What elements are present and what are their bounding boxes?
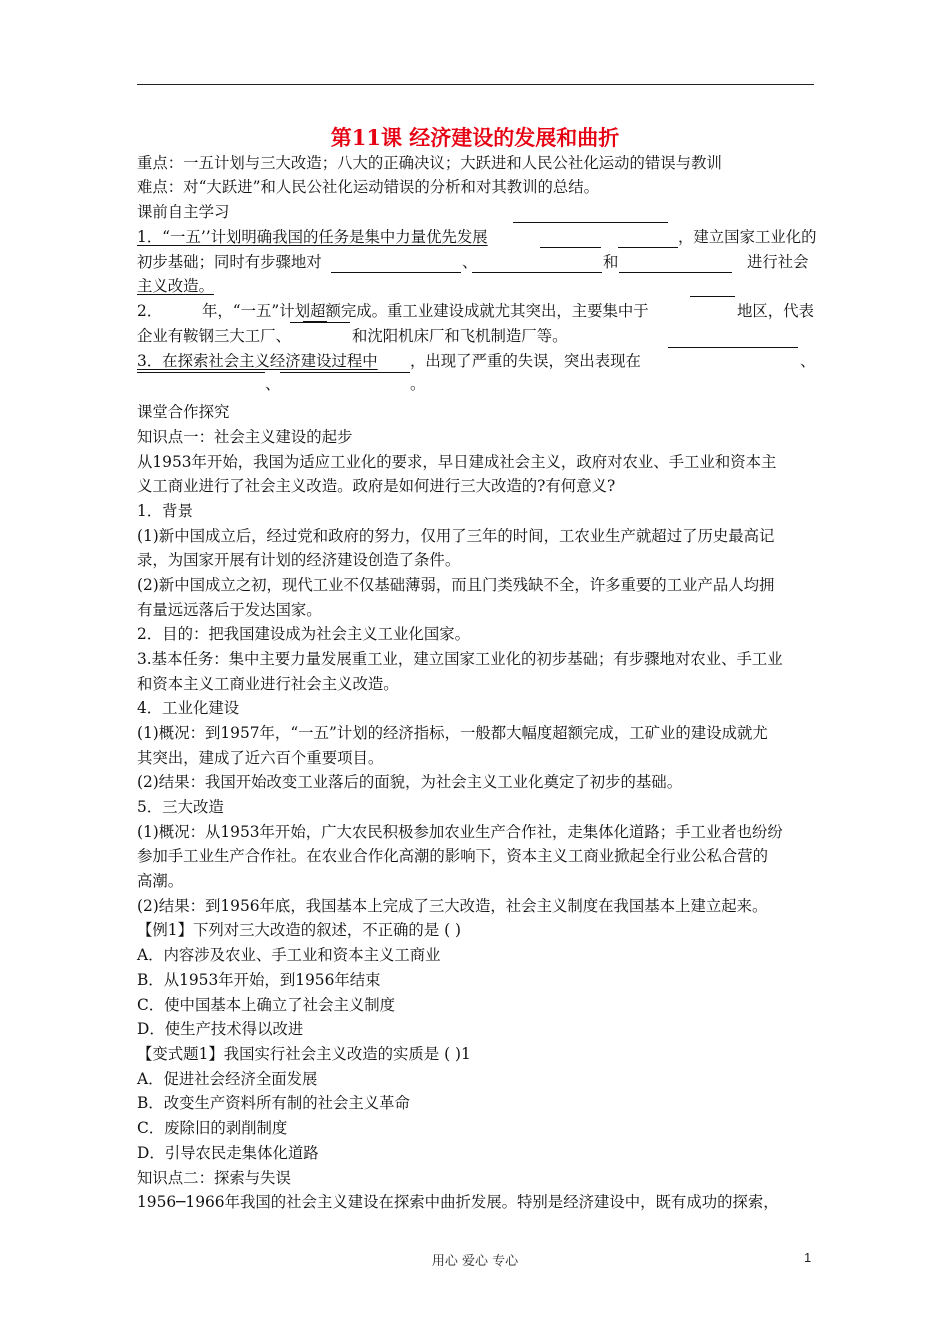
paragraph-line: (1)概况：从1953年开始，广大农民积极参加农业生产合作社，走集体化道路；手工业者也纷纷 (137, 823, 783, 841)
q3-line2-sep: 、 (265, 375, 281, 393)
q1-line2-suffix: 进行社会 (747, 253, 809, 271)
answer-blank (618, 247, 678, 248)
paragraph-line: 和资本主义工商业进行社会主义改造。 (137, 675, 399, 693)
paragraph-line: 高潮。 (137, 872, 184, 890)
q2-line2-text: 企业有鞍钢三大工厂、 (137, 327, 291, 345)
answer-blank (513, 222, 668, 223)
example1-option-d: D．使生产技术得以改进 (137, 1020, 304, 1038)
answer-blank (280, 372, 410, 373)
q1-line1-suffix: ，建立国家工业化的 (678, 228, 817, 246)
paragraph-line: (1)概况：到1957年，“一五”计划的经济指标，一般都大幅度超额完成，工矿业的建设成就尤 (137, 724, 768, 742)
answer-blank (290, 322, 350, 323)
variant1-option-b: B．改变生产资料所有制的社会主义革命 (137, 1094, 410, 1112)
key-points-line: 重点：一五计划与三大改造；八大的正确决议；大跃进和人民公社化运动的错误与教训 (137, 154, 722, 172)
section-purpose: 2．目的：把我国建设成为社会主义工业化国家。 (137, 625, 470, 643)
answer-blank (540, 247, 601, 248)
example1-option-b: B．从1953年开始，到1956年结束 (137, 971, 381, 989)
example1-stem: 【例1】下列对三大改造的叙述，不正确的是 ( ) (137, 921, 462, 939)
paragraph-line: (2)结果：我国开始改变工业落后的面貌，为社会主义工业化奠定了初步的基础。 (137, 773, 683, 791)
answer-blank (331, 272, 461, 273)
page-number: 1 (804, 1250, 812, 1265)
q3-line2-end: 。 (410, 375, 426, 393)
q2-line1-text: 年，“一五”计划超额完成。重工业建设成就尤其突出，主要集中于 (202, 302, 649, 320)
paragraph-line: 录，为国家开展有计划的经济建设创造了条件。 (137, 551, 461, 569)
paragraph-line: 3.基本任务：集中主要力量发展重工业，建立国家工业化的初步基础；有步骤地对农业、手工业 (137, 650, 783, 668)
q3-line1-mid: ，出现了严重的失误，突出表现在 (410, 352, 641, 370)
in-class-heading: 课堂合作探究 (137, 403, 230, 421)
answer-blank (619, 272, 732, 273)
paragraph-line: 有量远远落后于发达国家。 (137, 601, 322, 619)
kp1-intro-line2: 义工商业进行了社会主义改造。政府是如何进行三大改造的?有何意义? (137, 477, 616, 495)
variant1-option-d: D．引导农民走集体化道路 (137, 1144, 319, 1162)
kp1-heading: 知识点一：社会主义建设的起步 (137, 428, 353, 446)
section-background: 1．背景 (137, 502, 193, 520)
answer-blank (668, 347, 798, 348)
q3-line1-text: 3．在探索社会主义经济建设过程中 (137, 352, 378, 370)
pre-class-heading: 课前自主学习 (137, 203, 230, 221)
q1-line1-text: 1．“一五’’计划明确我国的任务是集中力量优先发展 (137, 228, 488, 246)
answer-blank (472, 272, 602, 273)
kp1-intro-line1: 从1953年开始，我国为适应工业化的要求，早日建成社会主义，政府对农业、手工业和资本主 (137, 453, 777, 471)
kp2-intro-line: 1956─1966年我国的社会主义建设在探索中曲折发展。特别是经济建设中，既有成功的探索， (137, 1193, 779, 1211)
variant1-option-a: A．促进社会经济全面发展 (137, 1070, 318, 1088)
q1-sep1: 、 (462, 253, 478, 271)
q1-line3-text: 主义改造。 (137, 277, 214, 295)
q2-number: 2． (137, 302, 163, 320)
footer-slogan: 用心 爱心 专心 (431, 1254, 519, 1269)
variant1-stem: 【变式题1】我国实行社会主义改造的实质是 ( )1 (137, 1045, 471, 1063)
q3-line1-sep: 、 (800, 352, 816, 370)
q2-line1-suffix: 地区，代表 (737, 302, 814, 320)
section-industrialization: 4．工业化建设 (137, 699, 240, 717)
difficult-points-line: 难点：对“大跃进”和人民公社化运动错误的分析和对其教训的总结。 (137, 178, 600, 196)
answer-blank (690, 296, 735, 297)
q2-line2-suffix: 和沈阳机床厂和飞机制造厂等。 (352, 327, 568, 345)
paragraph-line: 参加手工业生产合作社。在农业合作化高潮的影响下，资本主义工商业掀起全行业公私合营的 (137, 847, 769, 865)
header-rule (137, 84, 814, 85)
paragraph-line: (1)新中国成立后，经过党和政府的努力，仅用了三年的时间，工农业生产就超过了历史最高记 (137, 527, 775, 545)
page-title: 第11课 经济建设的发展和曲折 (330, 125, 620, 150)
paragraph-line: 其突出，建成了近六百个重要项目。 (137, 749, 384, 767)
example1-option-a: A．内容涉及农业、手工业和资本主义工商业 (137, 946, 441, 964)
kp2-heading: 知识点二：探索与失误 (137, 1169, 291, 1187)
section-three-transformations: 5．三大改造 (137, 798, 224, 816)
q1-sep2: 和 (603, 253, 619, 271)
example1-option-c: C．使中国基本上确立了社会主义制度 (137, 996, 396, 1014)
paragraph-line: (2)结果：到1956年底，我国基本上完成了三大改造，社会主义制度在我国基本上建立起来。 (137, 897, 768, 915)
variant1-option-c: C．废除旧的剥削制度 (137, 1119, 288, 1137)
q1-line2-text: 初步基础；同时有步骤地对 (137, 253, 322, 271)
paragraph-line: (2)新中国成立之初，现代工业不仅基础薄弱，而且门类残缺不全，许多重要的工业产品人均拥 (137, 576, 775, 594)
answer-blank (137, 372, 265, 373)
